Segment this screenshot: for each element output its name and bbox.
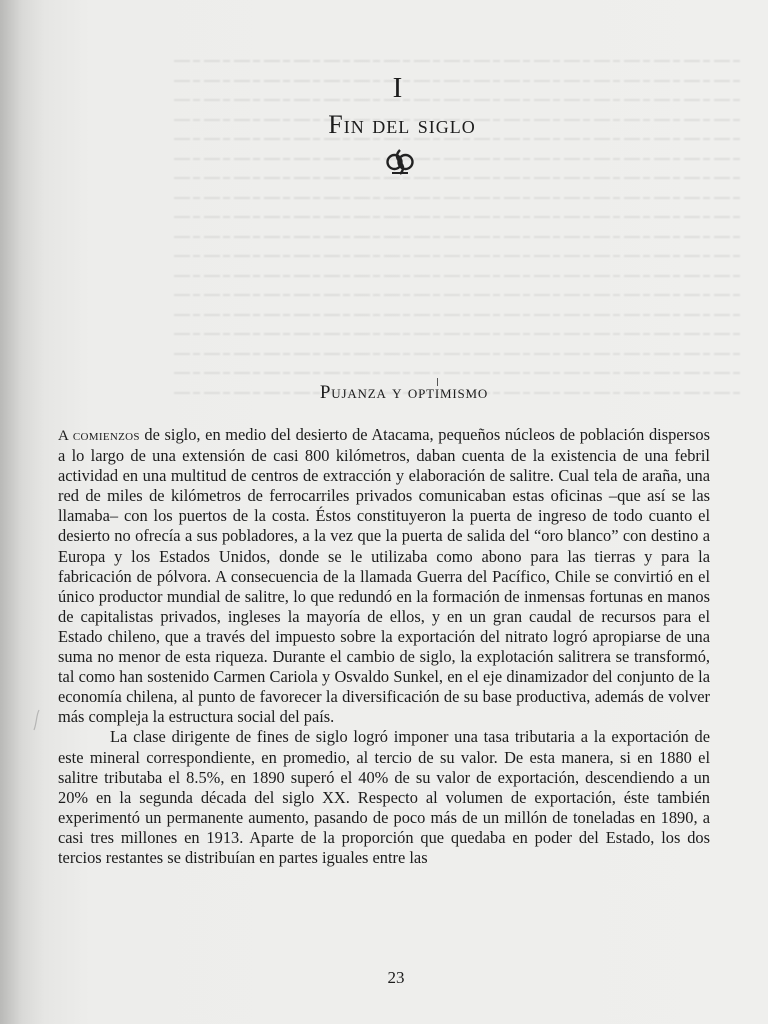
paragraph-text: de siglo, en medio del desierto de Atacama, pequeños núcleos de población dispersos a lo largo de una extensión de casi 800 kilómetros, daban cuenta de la existencia de una febril actividad en una multitud de centros de extracción y elaboración de salitre. Cual tela de araña, una red de miles de kilómetros de ferrocarriles privados comunicaban estas oficinas –que así se las llamaba– con los puertos de la costa. Éstos constituyeron la puerta de ingreso de todo cuanto el desierto no ofrecía a sus pobladores, a la vez que la puerta de salida del “oro blanco” con destino a Europa y los Estados Unidos, donde se le utilizaba como abono para las tierras y para la fabricación de pólvora. A consecuencia de la llamada Guerra del Pacífico, Chile se convirtió en el único productor mundial de salitre, lo que redundó en la formación de inmensas fortunas en manos de capitalistas privados, ingleses la mayoría de ellos, y en un gran caudal de recursos para el Estado chileno, que a través del impuesto sobre la exportación del nitrato logró apropiarse de una suma no menor de esta riqueza. Durante el cambio de siglo, la explotación salitrera se transformó, tal como han sostenido Carmen Cariola y Osvaldo Sunkel, en el eje dinamizador del conjunto de la economía chilena, al punto de favorecer la diversificación de su base productiva, además de volver más compleja la estructura social del país. xyxy=(58,425,710,727)
chapter-title: Fin del siglo xyxy=(328,110,476,139)
page-number: 23 xyxy=(387,968,405,987)
body-text xyxy=(58,425,710,868)
paragraph xyxy=(58,425,710,727)
margin-mark xyxy=(32,708,42,732)
paragraph: La clase dirigente de fines de siglo logró imponer una tasa tributaria a la exportación de este mineral correspondiente, en promedio, al tercio de su valor. De esta manera, si en 1880 el salitre tributaba el 8.5%, en 1890 superó el 40% de su valor de exportación, descendiendo a un 20% en la segunda década del siglo XX. Respecto al volumen de exportación, éste también experimentó un permanente aumento, pasando de poco más de un millón de toneladas en 1890, a casi tres millones en 1913. Aparte de la proporción que quedaba en poder del Estado, los dos tercios restantes se distribuían en partes iguales entre las xyxy=(58,727,710,867)
section-title: Pujanza y optimismo xyxy=(319,382,489,403)
knot-ornament-icon xyxy=(384,146,416,178)
lead-words: A comienzos xyxy=(58,428,140,444)
chapter-numeral: I xyxy=(392,72,404,104)
